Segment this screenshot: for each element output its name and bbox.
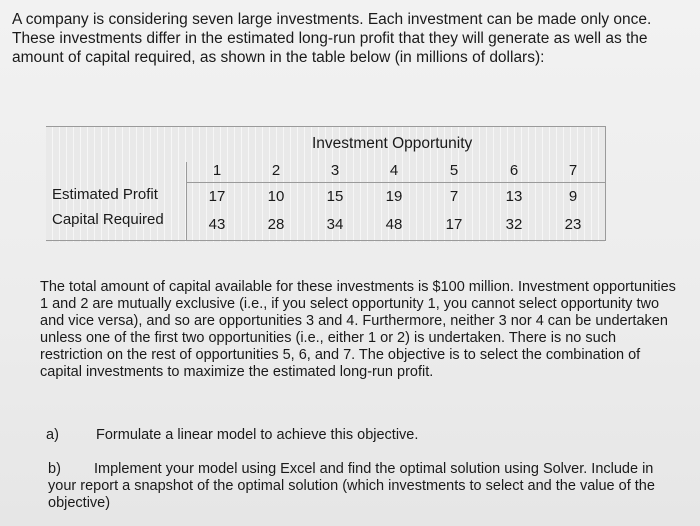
intro-text: A company is considering seven large investments. Each investment can be made only once. These investments differ in the estimated long-run profit that they will generate as well as the amount of capital required, as shown in the table below (in millions of dollars): (12, 11, 652, 66)
table-header: Investment Opportunity (312, 135, 473, 152)
question-a (46, 427, 418, 444)
row-label-profit: Estimated Profit (52, 186, 158, 203)
question-a-label: a) (46, 427, 59, 443)
capital-value: 17 (445, 216, 463, 233)
profit-value: 10 (267, 188, 285, 205)
investment-table (46, 126, 606, 242)
profit-value: 17 (208, 188, 226, 205)
capital-value: 34 (326, 216, 344, 233)
question-b-text: Implement your model using Excel and find the optimal solution using Solver. Include in your report a snapshot of the optimal solution (which investments to select and the value of the objective) (48, 461, 655, 511)
profit-value: 9 (568, 188, 578, 205)
profit-value: 19 (385, 188, 403, 205)
profit-value: 7 (449, 188, 459, 205)
row-label-capital: Capital Required (52, 211, 164, 228)
question-b (48, 461, 668, 512)
capital-value: 28 (267, 216, 285, 233)
capital-value: 32 (505, 216, 523, 233)
constraints-paragraph: The total amount of capital available for these investments is $100 million. Investment opportunities 1 and 2 are mutually exclusive (i.e., if you select opportunity 1, you cannot select opportunity two and vice versa), and so are opportunities 3 and 4. Furthermore, neither 3 nor 4 can be undertaken unless one of the first two opportunities (i.e., either 1 or 2) is undertaken. There is no such restriction on the rest of opportunities 5, 6, and 7. The objective is to select the combination of capital investments to maximize the estimated long-run profit. (40, 279, 676, 380)
table-right-border (605, 126, 606, 241)
opportunity-number: 6 (509, 162, 519, 179)
table-top-border (46, 126, 606, 127)
opportunity-number: 7 (568, 162, 578, 179)
opportunity-number: 3 (330, 162, 340, 179)
profit-value: 13 (505, 188, 523, 205)
table-header-rule (186, 182, 606, 183)
question-a-text: Formulate a linear model to achieve this objective. (96, 427, 419, 443)
opportunity-number: 1 (212, 162, 222, 179)
question-b-label: b) (48, 461, 61, 477)
capital-value: 48 (385, 216, 403, 233)
profit-value: 15 (326, 188, 344, 205)
table-label-divider (186, 162, 187, 240)
opportunity-number: 2 (271, 162, 281, 179)
opportunity-number: 5 (449, 162, 459, 179)
table-bottom-border (46, 240, 606, 241)
opportunity-number: 4 (389, 162, 399, 179)
capital-value: 43 (208, 216, 226, 233)
capital-value: 23 (564, 216, 582, 233)
